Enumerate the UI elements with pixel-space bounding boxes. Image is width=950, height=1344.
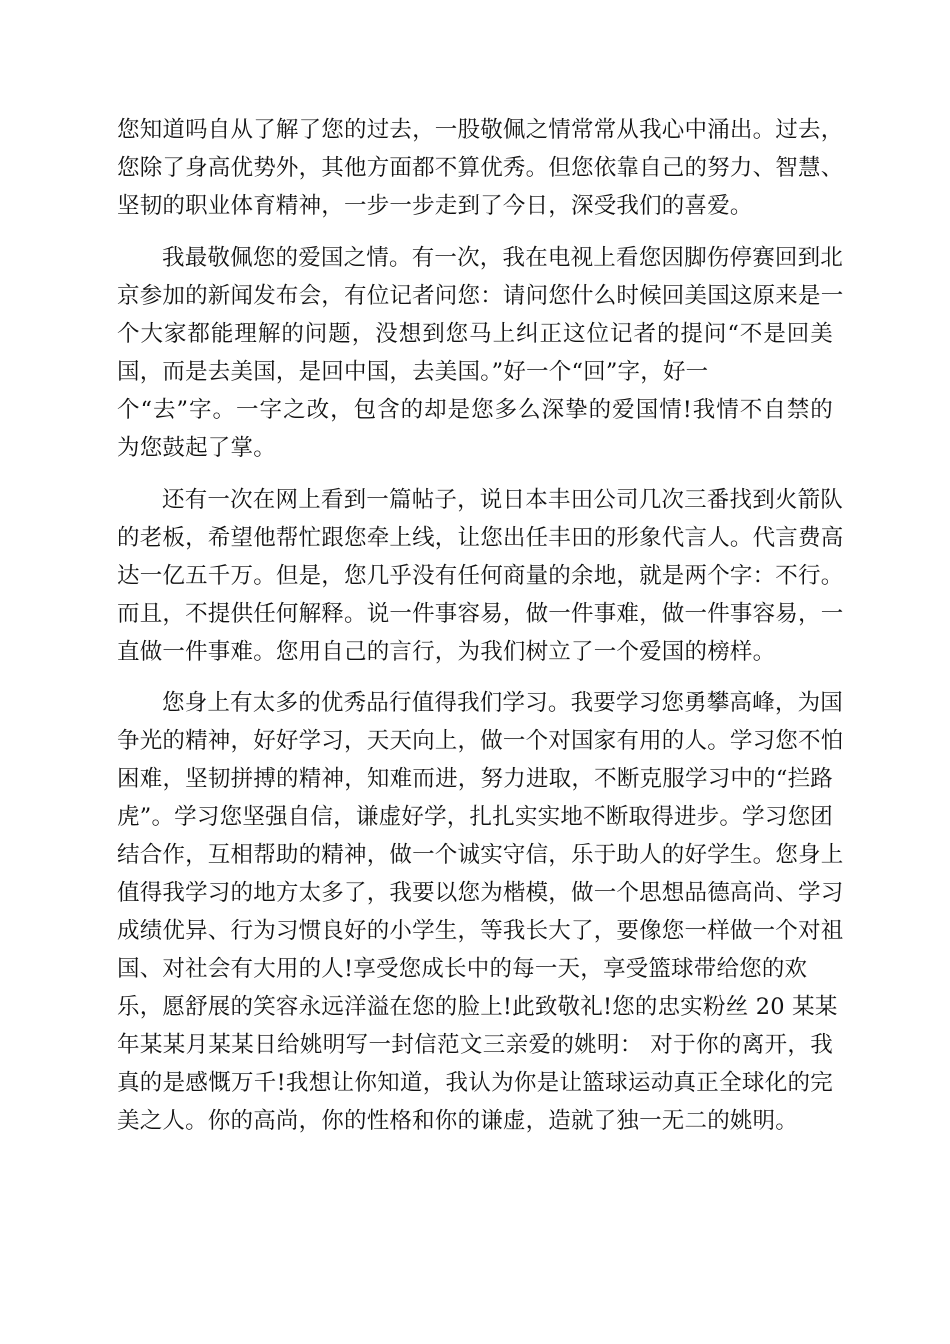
text-line: 您身上有太多的优秀品行值得我们学习。我要学习您勇攀高峰，为国	[162, 690, 844, 716]
paragraph-4	[117, 684, 844, 1140]
text-line: 的老板，希望他帮忙跟您牵上线，让您出任丰田的形象代言人。代言费高	[117, 525, 844, 551]
text-line: 直做一件事难。您用自己的言行，为我们树立了一个爱国的榜样。	[117, 639, 776, 665]
text-line: 国、对社会有大用的人!享受您成长中的每一天，享受篮球带给您的欢	[117, 956, 808, 982]
text-line: 美之人。你的高尚，你的性格和你的谦虚，造就了独一无二的姚明。	[117, 1108, 799, 1134]
text-line: 争光的精神，好好学习，天天向上，做一个对国家有用的人。学习您不怕	[117, 728, 844, 754]
text-line: 值得我学习的地方太多了，我要以您为楷模，做一个思想品德高尚、学习	[117, 880, 844, 906]
text-line: 个大家都能理解的问题，没想到您马上纠正这位记者的提问“不是回美	[117, 321, 833, 347]
text-line: 您知道吗自从了解了您的过去，一股敬佩之情常常从我心中涌出。过去，	[117, 117, 844, 143]
text-line: 成绩优异、行为习惯良好的小学生，等我长大了，要像您一样做一个对祖	[117, 918, 844, 944]
text-line: 真的是感慨万千!我想让你知道，我认为你是让篮球运动真正全球化的完	[117, 1070, 833, 1096]
text-line: 困难，坚韧拼搏的精神，知难而进，努力进取，不断克服学习中的“拦路	[117, 766, 833, 792]
text-line: 个“去”字。一字之改，包含的却是您多么深挚的爱国情!我情不自禁的	[117, 397, 833, 423]
text-line: 虎”。学习您坚强自信，谦虚好学，扎扎实实地不断取得进步。学习您团	[117, 804, 833, 830]
text-line: 国，而是去美国，是回中国，去美国。”好一个“回”字，好一	[117, 359, 709, 385]
text-line: 我最敬佩您的爱国之情。有一次，我在电视上看您因脚伤停赛回到北	[162, 245, 844, 271]
text-line: 为您鼓起了掌。	[117, 435, 276, 461]
text-line: 结合作，互相帮助的精神，做一个诚实守信，乐于助人的好学生。您身上	[117, 842, 844, 868]
text-line: 乐，愿舒展的笑容永远洋溢在您的脸上!此致敬礼!您的忠实粉丝 20 某某	[117, 994, 838, 1020]
paragraph-1	[117, 111, 844, 225]
paragraph-3	[117, 481, 844, 671]
text-line: 还有一次在网上看到一篇帖子，说日本丰田公司几次三番找到火箭队	[162, 487, 844, 513]
text-line: 达一亿五千万。但是，您几乎没有任何商量的余地，就是两个字：不行。	[117, 563, 844, 589]
text-line: 坚韧的职业体育精神，一步一步走到了今日，深受我们的喜爱。	[117, 193, 753, 219]
text-line: 京参加的新闻发布会，有位记者问您：请问您什么时候回美国这原来是一	[117, 283, 844, 309]
text-line: 年某某月某某日给姚明写一封信范文三亲爱的姚明： 对于你的离开，我	[117, 1032, 833, 1058]
paragraph-2	[117, 239, 844, 467]
text-line: 而且，不提供任何解释。说一件事容易，做一件事难，做一件事容易，一	[117, 601, 844, 627]
text-line: 您除了身高优势外，其他方面都不算优秀。但您依靠自己的努力、智慧、	[117, 155, 844, 181]
